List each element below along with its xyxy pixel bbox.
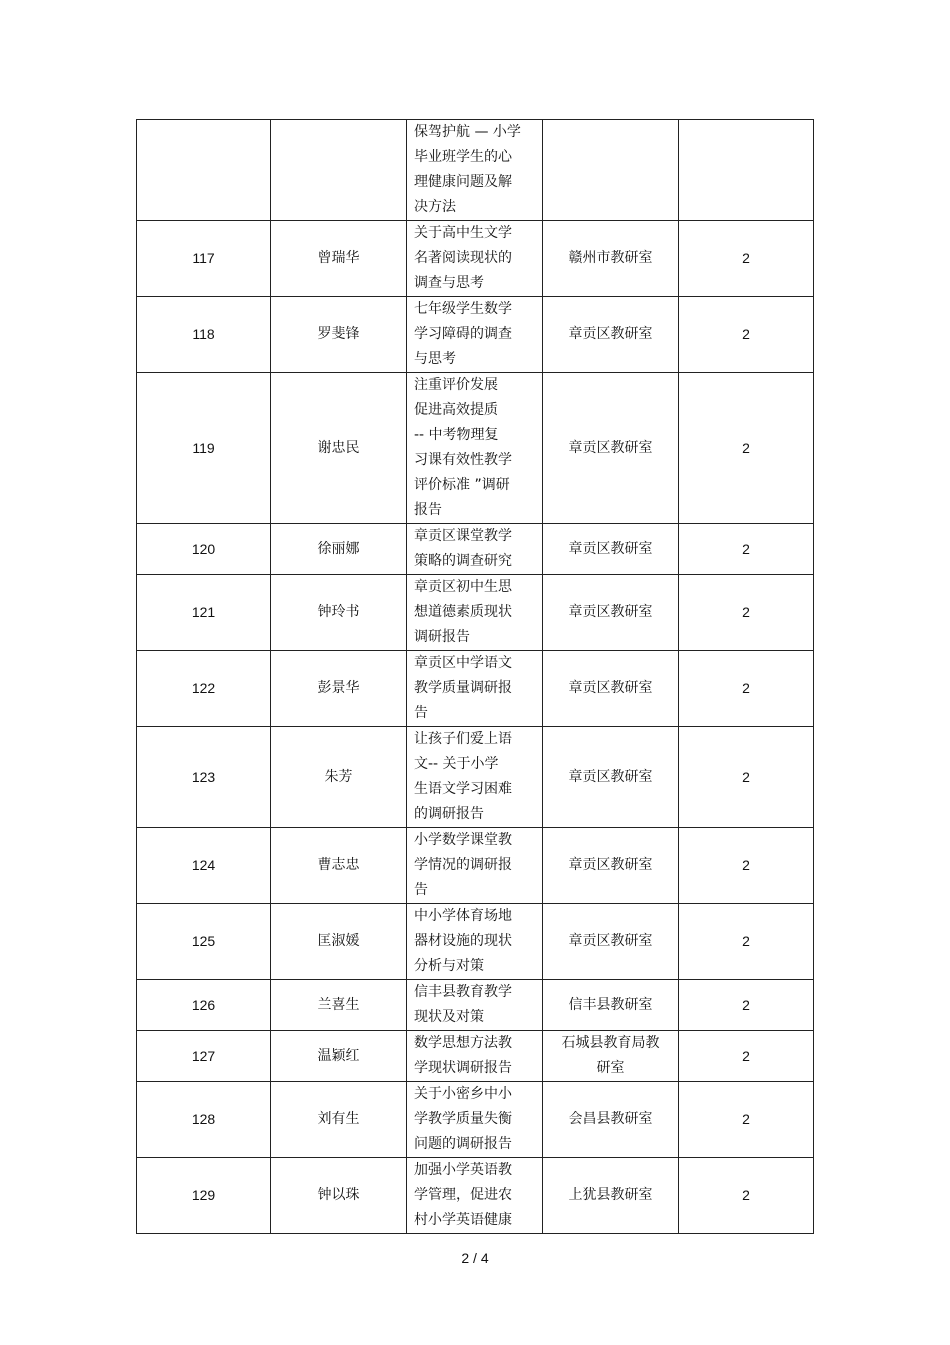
cell-report-title [407,575,543,651]
unit-line: 章贡区教研室 [568,933,653,949]
table-row [137,373,814,524]
table-row [137,904,814,980]
cell-score [679,120,814,221]
title-line: 报告 [414,502,442,518]
title-line: 学教学质量失衡 [414,1111,512,1127]
title-line: 与思考 [414,351,456,367]
unit-line: 上犹县教研室 [568,1187,653,1203]
title-line: 调研报告 [414,629,470,645]
cell-number [137,120,271,221]
title-line: 分析与对策 [414,958,484,974]
cell-unit [543,651,679,727]
cell-score: 2 [679,828,814,904]
cell-number: 122 [137,651,271,727]
cell-author [271,120,407,221]
cell-score: 2 [679,524,814,575]
table-row [137,727,814,828]
title-line: 章贡区初中生思 [414,579,512,595]
unit-line: 章贡区教研室 [568,680,653,696]
title-line: 学习障碍的调查 [414,326,512,342]
unit-line: 石城县教育局教 [561,1035,660,1051]
title-line: 加强小学英语教 [414,1162,512,1178]
cell-author: 兰喜生 [271,980,407,1031]
cell-author: 匡淑媛 [271,904,407,980]
title-line: 告 [414,705,428,721]
title-line: 器材设施的现状 [414,933,512,949]
cell-unit [543,828,679,904]
cell-report-title [407,727,543,828]
title-line: 七年级学生数学 [414,301,512,317]
title-line: 现状及对策 [414,1009,484,1025]
table-row [137,575,814,651]
title-line: 关于高中生文学 [414,225,512,241]
cell-score: 2 [679,1158,814,1234]
cell-report-title [407,651,543,727]
cell-number: 118 [137,297,271,373]
title-line: 的调研报告 [414,806,484,822]
cell-report-title [407,120,543,221]
cell-unit [543,1082,679,1158]
title-line: 教学质量调研报 [414,680,512,696]
cell-report-title [407,373,543,524]
cell-score: 2 [679,904,814,980]
title-line: 小学数学课堂教 [414,832,512,848]
cell-author: 彭景华 [271,651,407,727]
cell-report-title [407,904,543,980]
cell-author: 曾瑞华 [271,221,407,297]
title-line: 理健康问题及解 [414,174,512,190]
title-line: 村小学英语健康 [414,1212,512,1228]
unit-line: 信丰县教研室 [568,996,653,1013]
table-row [137,651,814,727]
title-line: 保驾护航 — 小学 [414,124,521,140]
cell-unit [543,575,679,651]
title-line: 数学思想方法教 [414,1035,512,1051]
title-line: 学情况的调研报 [414,857,512,873]
cell-report-title [407,980,543,1031]
table-row [137,828,814,904]
title-line: 关于小密乡中小 [414,1086,512,1102]
cell-author: 钟以珠 [271,1158,407,1234]
unit-line: 章贡区教研室 [568,604,653,620]
unit-line: 章贡区教研室 [568,540,653,557]
title-line: 名著阅读现状的 [414,250,512,266]
unit-line: 研室 [596,1060,625,1076]
cell-author: 刘有生 [271,1082,407,1158]
title-line: 促进高效提质 [414,402,498,418]
cell-author: 钟玲书 [271,575,407,651]
title-line: 想道德素质现状 [414,604,512,620]
cell-report-title [407,1158,543,1234]
title-line: 文-- 关于小学 [414,756,499,772]
title-line: 学现状调研报告 [414,1060,512,1076]
cell-author: 曹志忠 [271,828,407,904]
title-line: 注重评价发展 [414,377,498,393]
title-line: 毕业班学生的心 [414,149,512,165]
title-line: 生语文学习困难 [414,781,512,797]
title-line: 学管理，促进农 [414,1187,512,1203]
cell-score: 2 [679,727,814,828]
cell-unit [543,524,679,575]
title-line: 策略的调查研究 [414,553,512,569]
cell-unit [543,1031,679,1082]
cell-unit [543,904,679,980]
table-row [137,1082,814,1158]
cell-score: 2 [679,980,814,1031]
cell-number: 123 [137,727,271,828]
cell-number: 120 [137,524,271,575]
cell-score: 2 [679,297,814,373]
report-table [136,119,814,1234]
cell-number: 119 [137,373,271,524]
unit-line: 章贡区教研室 [568,326,653,342]
cell-report-title [407,1031,543,1082]
cell-author: 朱芳 [271,727,407,828]
cell-score: 2 [679,373,814,524]
cell-number: 117 [137,221,271,297]
cell-unit [543,727,679,828]
title-line: 决方法 [414,199,456,215]
title-line: 习课有效性教学 [414,452,512,468]
table-row [137,221,814,297]
cell-unit [543,297,679,373]
cell-report-title [407,828,543,904]
cell-score: 2 [679,575,814,651]
title-line: 信丰县教育教学 [414,984,512,1000]
cell-unit [543,1158,679,1234]
cell-unit [543,221,679,297]
table-row [137,1158,814,1234]
cell-unit [543,120,679,221]
cell-report-title [407,221,543,297]
cell-number: 128 [137,1082,271,1158]
page-number: 2 / 4 [461,1250,489,1266]
cell-unit [543,373,679,524]
title-line: -- 中考物理复 [414,427,499,443]
cell-report-title [407,297,543,373]
unit-line: 章贡区教研室 [568,768,653,785]
title-line: 让孩子们爱上语 [414,731,512,747]
report-table-body [137,120,814,1234]
unit-line: 章贡区教研室 [568,857,653,873]
cell-score: 2 [679,1082,814,1158]
cell-score: 2 [679,651,814,727]
unit-line: 会昌县教研室 [568,1111,653,1127]
cell-author: 温颖红 [271,1031,407,1082]
title-line: 调查与思考 [414,275,484,291]
unit-line: 赣州市教研室 [568,250,653,266]
table-row [137,120,814,221]
cell-author: 罗斐锋 [271,297,407,373]
unit-line: 章贡区教研室 [568,439,653,456]
table-row [137,1031,814,1082]
title-line: 章贡区课堂教学 [414,528,512,544]
cell-number: 124 [137,828,271,904]
cell-number: 121 [137,575,271,651]
title-line: 章贡区中学语文 [414,655,512,671]
table-row [137,980,814,1031]
title-line: 告 [414,882,428,898]
cell-score: 2 [679,221,814,297]
cell-number: 129 [137,1158,271,1234]
cell-number: 125 [137,904,271,980]
cell-author: 徐丽娜 [271,524,407,575]
cell-author: 谢忠民 [271,373,407,524]
cell-unit [543,980,679,1031]
cell-report-title [407,1082,543,1158]
title-line: 评价标准 ”调研 [414,477,510,493]
cell-number: 126 [137,980,271,1031]
cell-report-title [407,524,543,575]
cell-number: 127 [137,1031,271,1082]
table-row [137,524,814,575]
table-row [137,297,814,373]
title-line: 中小学体育场地 [414,908,512,924]
cell-score: 2 [679,1031,814,1082]
title-line: 问题的调研报告 [414,1136,512,1152]
